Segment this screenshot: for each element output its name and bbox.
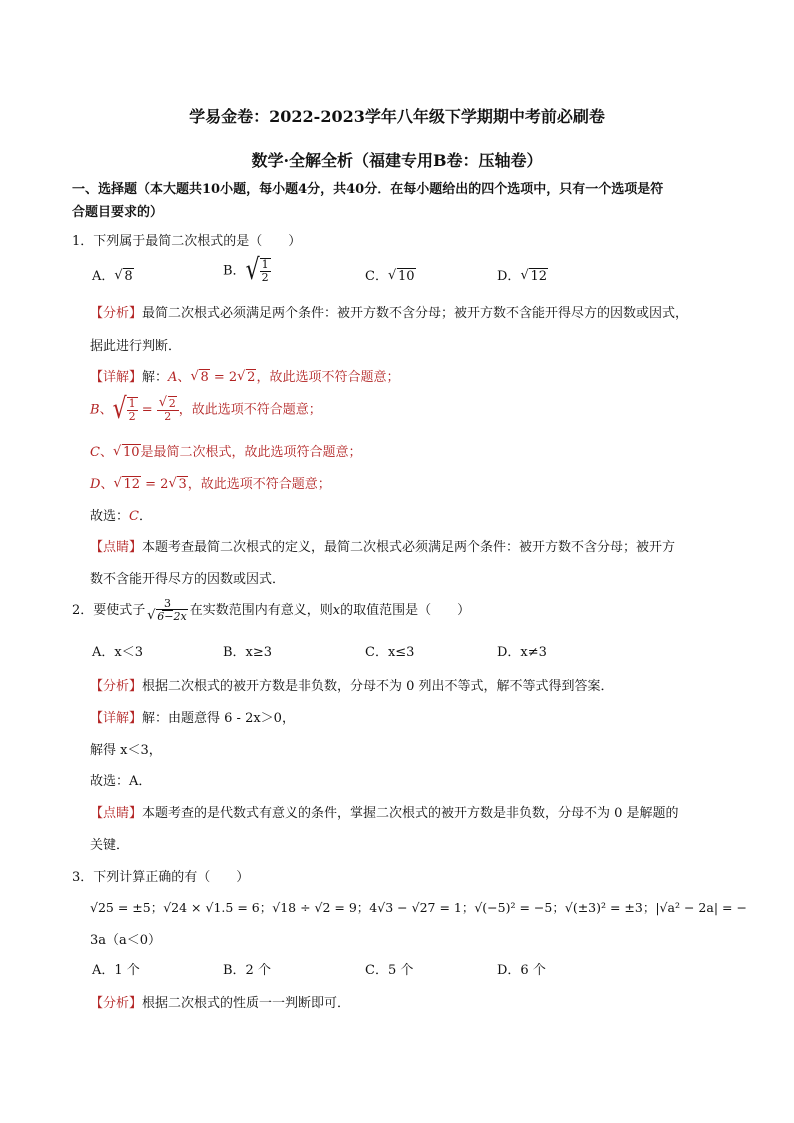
q1-comment-line1: 【点睛】本题考查最简二次根式的定义，最简二次根式必须满足两个条件：被开方数不含分母；被开方 [90, 540, 676, 555]
q1-option-b-label: B． [223, 263, 246, 279]
q2-analysis: 【分析】根据二次根式的被开方数是非负数，分母不为 0 列出不等式，解不等式得到答案． [90, 679, 614, 694]
q1-option-c-sqrt: √ 10 [388, 269, 416, 284]
q1-option-a [92, 265, 134, 284]
q2-choose: 故选：A． [90, 774, 152, 789]
q2-comment-line2: 关键． [90, 838, 130, 853]
q1-option-c [365, 265, 416, 284]
q3-option-a: A．1 个 [92, 963, 140, 978]
analysis-tag: 【分析】 [90, 306, 143, 321]
q1-detail-b: B、 √ $\frac{1}{2}$ = √ $\frac{2}{2}$ ，故此选项不符合题意； [90, 397, 322, 423]
q1-option-a-label: A． [92, 269, 115, 284]
q1-detail-a: 【详解】解：A、√ 8 = 2√ 2，故此选项不符合题意； [90, 366, 399, 385]
comment-tag: 【点睛】 [90, 540, 143, 555]
q1-comment-line2: 数不含能开得尽方的因数或因式． [90, 572, 286, 587]
analysis-tag: 【分析】 [90, 996, 143, 1011]
q1-option-d-sqrt: √ 12 [520, 269, 548, 284]
q1-stem: 1．下列属于最简二次根式的是（ ） [72, 234, 302, 249]
q1-option-d-label: D． [497, 269, 521, 284]
q2-option-c: C．x≤3 [365, 645, 415, 660]
q3-option-b: B．2 个 [223, 963, 271, 978]
q3-stem: 3．下列计算正确的有（ ） [72, 870, 250, 885]
q2-solve: 解得 x＜3， [90, 743, 162, 758]
q1-option-b-sqrt: √ $\frac{1}{2}$ [245, 254, 269, 287]
document-subtitle: 数学·全解全析（福建专用B卷：压轴卷） [251, 151, 543, 170]
analysis-tag: 【分析】 [90, 679, 143, 694]
detail-tag: 【详解】 [90, 711, 143, 726]
q1-option-c-label: C． [365, 269, 388, 284]
q1-detail-c: C、√ 10是最简二次根式，故此选项符合题意； [90, 441, 362, 460]
q3-option-c: C．5 个 [365, 963, 414, 978]
q3-expression-line1: √25 = ±5；√24 × √1.5 = 6；√18 ÷ √2 = 9；4√3 − √27 = 1；√(−5)² = −5；√(±3)² = ±3；|√a² − 2a| = − [90, 900, 747, 915]
section-heading-line2: 合题目要求的） [72, 205, 164, 220]
q1-option-d [497, 265, 548, 284]
detail-tag: 【详解】 [90, 370, 143, 385]
q3-expression-line2: 3a（a＜0） [90, 933, 162, 948]
document-title: 学易金卷：2022-2023学年八年级下学期期中考前必刷卷 [189, 107, 605, 126]
q1-option-a-sqrt: √ 8 [114, 269, 133, 284]
q1-analysis-line2: 据此进行判断． [90, 339, 182, 354]
q2-comment-line1: 【点睛】本题考查的是代数式有意义的条件，掌握二次根式的被开方数是非负数，分母不为 0 是解题的 [90, 806, 679, 821]
q2-stem: 2．要使式子 3 √ 6−2x 在实数范围内有意义，则x的取值范围是（ ） [72, 598, 470, 623]
q1-choose: 故选：C． [90, 509, 152, 524]
q2-option-d: D．x≠3 [497, 645, 547, 660]
q3-option-d: D．6 个 [497, 963, 546, 978]
q2-option-b: B．x≥3 [223, 645, 273, 660]
q1-option-b [223, 254, 271, 287]
section-heading-line1: 一、选择题（本大题共10小题，每小题4分，共40分．在每小题给出的四个选项中，只有一个选项是符 [72, 182, 664, 197]
comment-tag: 【点睛】 [90, 806, 143, 821]
q1-analysis-line1: 【分析】最简二次根式必须满足两个条件：被开方数不含分母；被开方数不含能开得尽方的因数或因式， [90, 306, 689, 321]
q2-detail: 【详解】解：由题意得 6 - 2x＞0， [90, 711, 295, 726]
q2-option-a: A．x＜3 [92, 645, 143, 660]
q1-detail-d: D、√ 12 = 2√ 3，故此选项不符合题意； [90, 473, 331, 492]
q3-analysis: 【分析】根据二次根式的性质一一判断即可． [90, 996, 351, 1011]
